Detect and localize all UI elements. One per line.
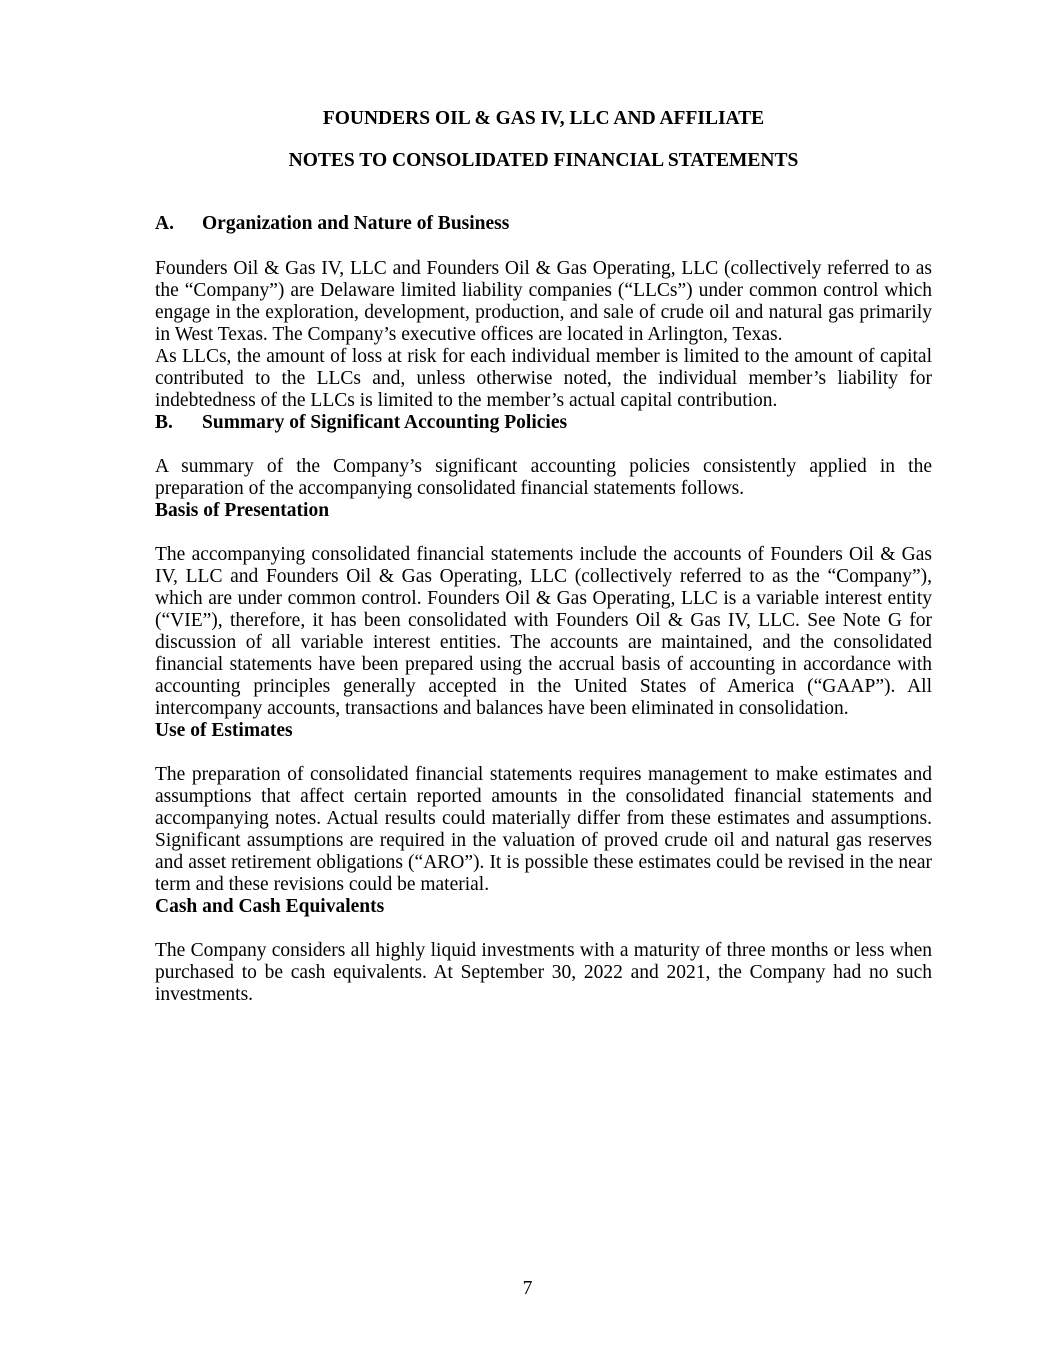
- page-number: 7: [522, 1278, 533, 1299]
- cash-and-cash-equivalents-paragraph: The Company considers all highly liquid investments with a maturity of three months or less when purchased to be cash equivalents. At September 30, 2022 and 2021, the Company had no such investments.: [155, 940, 932, 1005]
- section-a-paragraph-1: Founders Oil & Gas IV, LLC and Founders Oil & Gas Operating, LLC (collectively referred to as the “Company”) are Delaware limited liability companies (“LLCs”) under common control which engage in the exploration, development, production, and sale of crude oil and natural gas primarily in West Texas. The Company’s executive offices are located in Arlington, Texas.: [155, 258, 932, 345]
- basis-of-presentation-heading: Basis of Presentation: [155, 500, 330, 521]
- use-of-estimates-paragraph: The preparation of consolidated financial statements requires management to make estimates and assumptions that affect certain reported amounts in the consolidated financial statements and accompanying notes. Actual results could materially differ from these estimates and assumptions. Significant assumptions are required in the valuation of proved crude oil and natural gas reserves and asset retirement obligations (“ARO”). It is possible these estimates could be revised in the near term and these revisions could be material.: [155, 764, 932, 895]
- section-b-title: Summary of Significant Accounting Policies: [202, 412, 568, 433]
- section-a-heading: [155, 213, 932, 235]
- cash-and-cash-equivalents-heading: Cash and Cash Equivalents: [155, 896, 385, 917]
- basis-of-presentation-paragraph: The accompanying consolidated financial statements include the accounts of Founders Oil & Gas IV, LLC and Founders Oil & Gas Operating, LLC (collectively referred to as the “Company”), which are under common control. Founders Oil & Gas Operating, LLC is a variable interest entity (“VIE”), therefore, it has been consolidated with Founders Oil & Gas IV, LLC. See Note G for discussion of all variable interest entities. The accounts are maintained, and the consolidated financial statements have been prepared using the accrual basis of accounting in accordance with accounting principles generally accepted in the United States of America (“GAAP”). All intercompany accounts, transactions and balances have been eliminated in consolidation.: [155, 544, 932, 719]
- section-b-heading: [155, 412, 932, 434]
- page-content: [155, 0, 932, 1006]
- section-a-label: A.: [155, 213, 174, 234]
- document-title: NOTES TO CONSOLIDATED FINANCIAL STATEMENTS: [288, 150, 799, 171]
- section-a-title: Organization and Nature of Business: [202, 213, 510, 234]
- section-b-label: B.: [155, 412, 173, 433]
- company-title: FOUNDERS OIL & GAS IV, LLC AND AFFILIATE: [322, 108, 765, 129]
- use-of-estimates-heading: Use of Estimates: [155, 720, 293, 741]
- section-a-paragraph-2: As LLCs, the amount of loss at risk for each individual member is limited to the amount of capital contributed to the LLCs and, unless otherwise noted, the individual member’s liability for indebtedness of the LLCs is limited to the member’s actual capital contribution.: [155, 346, 932, 411]
- section-b-intro-paragraph: A summary of the Company’s significant accounting policies consistently applied in the preparation of the accompanying consolidated financial statements follows.: [155, 456, 932, 499]
